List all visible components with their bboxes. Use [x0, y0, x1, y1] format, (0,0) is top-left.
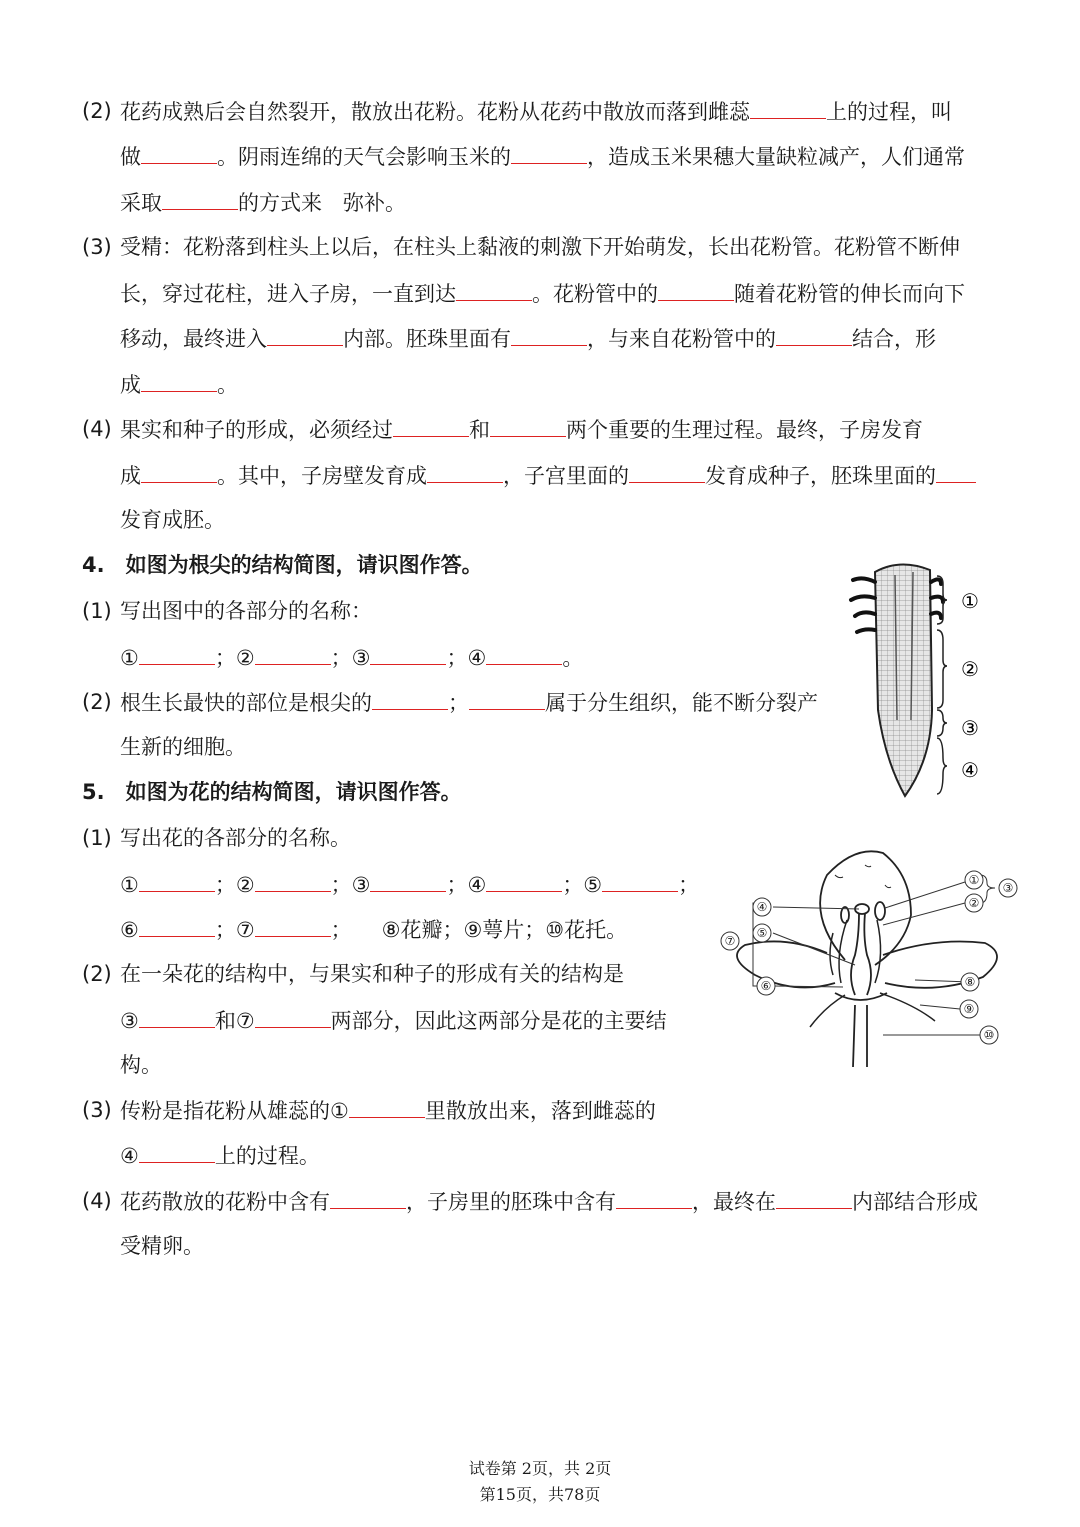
q4-p2-line2: 生新的细胞。: [120, 735, 246, 759]
q5-p4-line2: 受精卵。: [120, 1234, 204, 1258]
root-label-2: ②: [961, 657, 979, 681]
q3-p3-line1: 受精：花粉落到柱头上以后，在柱头上黏液的刺激下开始萌发，长出花粉管。花粉管不断伸: [120, 235, 960, 259]
answer-blank[interactable]: [255, 869, 331, 892]
q5-p1-line2: ① ；② ；③ ；④ ；⑤ ；: [120, 869, 699, 900]
root-body: [875, 564, 932, 796]
q4-p1-line1: 写出图中的各部分的名称：: [120, 599, 372, 623]
flower-label-6: ⑥: [760, 979, 772, 993]
q3-p2-line3: 采取 的方式来 弥补。: [120, 187, 406, 218]
answer-blank[interactable]: [349, 1095, 425, 1118]
root-label-4: ④: [961, 758, 979, 782]
answer-blank[interactable]: [267, 323, 343, 346]
part-number: (3): [82, 235, 112, 259]
pistil: [851, 913, 871, 995]
answer-blank[interactable]: [776, 323, 852, 346]
answer-blank[interactable]: [255, 642, 331, 665]
q5-p2-line2: ③ 和⑦ 两部分，因此这两部分是花的主要结: [120, 1005, 667, 1036]
flower-label-1: ①: [968, 873, 980, 887]
flower-diagram: [715, 845, 1025, 1070]
answer-blank[interactable]: [255, 1005, 331, 1028]
part-number: (4): [82, 1189, 112, 1213]
q5-p3-line1: 传粉是指花粉从雄蕊的① 里散放出来，落到雌蕊的: [120, 1095, 656, 1126]
flower-label-2: ②: [968, 896, 980, 910]
answer-blank[interactable]: [776, 1186, 852, 1209]
flower-label-8: ⑧: [964, 975, 976, 989]
answer-blank[interactable]: [139, 869, 215, 892]
part-number: (3): [82, 1098, 112, 1122]
root-tip-diagram: [845, 560, 995, 805]
answer-blank[interactable]: [750, 96, 826, 119]
answer-blank[interactable]: [511, 141, 587, 164]
sepal-right: [880, 993, 935, 1021]
answer-blank[interactable]: [456, 278, 532, 301]
q3-p3-line4: 成 。: [120, 369, 238, 400]
answer-blank[interactable]: [141, 369, 217, 392]
q5-p4-line1: 花药散放的花粉中含有 ，子房里的胚珠中含有 ，最终在 内部结合形成: [120, 1186, 978, 1217]
answer-blank[interactable]: [139, 1005, 215, 1028]
q5-p3-line2: ④ 上的过程。: [120, 1140, 320, 1171]
receptacle: [835, 993, 887, 1000]
q5-p2-line1: 在一朵花的结构中，与果实和种子的形成有关的结构是: [120, 962, 624, 986]
q5-title: 5. 如图为花的结构简图，请识图作答。: [82, 780, 462, 804]
answer-blank[interactable]: [616, 1186, 692, 1209]
flower-label-5: ⑤: [756, 926, 768, 940]
q5-p2-line3: 构。: [120, 1053, 162, 1077]
flower-label-7: ⑦: [724, 934, 736, 948]
q3-p2-line1: 花药成熟后会自然裂开，散放出花粉。花粉从花药中散放而落到雌蕊 上的过程，叫: [120, 96, 952, 127]
page-footer-total: 第15页，共78页: [479, 1485, 601, 1504]
root-label-1: ①: [961, 589, 979, 613]
part-number: (1): [82, 826, 112, 850]
sepal-left: [810, 995, 845, 1027]
q5-p1-line3: ⑥ ；⑦ ； ⑧花瓣；⑨萼片；⑩花托。: [120, 914, 627, 945]
leader-lines: [753, 875, 995, 1035]
answer-blank[interactable]: [427, 460, 503, 483]
flower-label-3: ③: [1002, 881, 1014, 895]
q3-p2-line2: 做 。阴雨连绵的天气会影响玉米的 ，造成玉米果穗大量缺粒减产，人们通常: [120, 141, 965, 172]
q3-p4-line2: 成 。其中，子房壁发育成 ，子宫里面的 发育成种子，胚珠里面的: [120, 460, 976, 491]
q3-p3-line3: 移动，最终进入 内部。胚珠里面有 ，与来自花粉管中的 结合，形: [120, 323, 936, 354]
answer-blank[interactable]: [490, 414, 566, 437]
part-number: (2): [82, 962, 112, 986]
answer-blank[interactable]: [370, 642, 446, 665]
answer-blank[interactable]: [330, 1186, 406, 1209]
flower-label-9: ⑨: [963, 1002, 975, 1016]
answer-blank[interactable]: [255, 914, 331, 937]
answer-blank[interactable]: [602, 869, 678, 892]
flower-label-4: ④: [756, 900, 768, 914]
root-label-3: ③: [961, 716, 979, 740]
answer-blank[interactable]: [469, 687, 545, 710]
answer-blank[interactable]: [139, 642, 215, 665]
part-number: (4): [82, 417, 112, 441]
answer-blank[interactable]: [141, 460, 217, 483]
answer-blank[interactable]: [629, 460, 705, 483]
q4-title: 4. 如图为根尖的结构简图，请识图作答。: [82, 553, 483, 577]
answer-blank[interactable]: [141, 141, 217, 164]
answer-blank[interactable]: [139, 1140, 215, 1163]
q3-p4-line3: 发育成胚。: [120, 508, 225, 532]
answer-blank[interactable]: [486, 642, 562, 665]
answer-blank[interactable]: [936, 460, 976, 483]
answer-blank[interactable]: [139, 914, 215, 937]
zone-braces: [937, 576, 947, 794]
q3-p3-line2: 长，穿过花柱，进入子房，一直到达 。花粉管中的 随着花粉管的伸长而向下: [120, 278, 965, 309]
stem: [853, 1005, 867, 1067]
answer-blank[interactable]: [162, 187, 238, 210]
q4-p1-line2: ① ；② ；③ ；④ 。: [120, 642, 583, 673]
part-number: (1): [82, 599, 112, 623]
flower-label-10: ⑩: [983, 1028, 995, 1042]
q4-p2-line1: 根生长最快的部位是根尖的 ； 属于分生组织，能不断分裂产: [120, 687, 818, 718]
part-number: (2): [82, 99, 112, 123]
q3-p4-line1: 果实和种子的形成，必须经过 和 两个重要的生理过程。最终，子房发育: [120, 414, 923, 445]
answer-blank[interactable]: [658, 278, 734, 301]
answer-blank[interactable]: [486, 869, 562, 892]
answer-blank[interactable]: [393, 414, 469, 437]
answer-blank[interactable]: [372, 687, 448, 710]
answer-blank[interactable]: [370, 869, 446, 892]
answer-blank[interactable]: [511, 323, 587, 346]
q5-p1-line1: 写出花的各部分的名称。: [120, 826, 351, 850]
petal-left: [737, 941, 835, 987]
page-footer-exam: 试卷第 2页，共 2页: [468, 1459, 612, 1478]
part-number: (2): [82, 690, 112, 714]
